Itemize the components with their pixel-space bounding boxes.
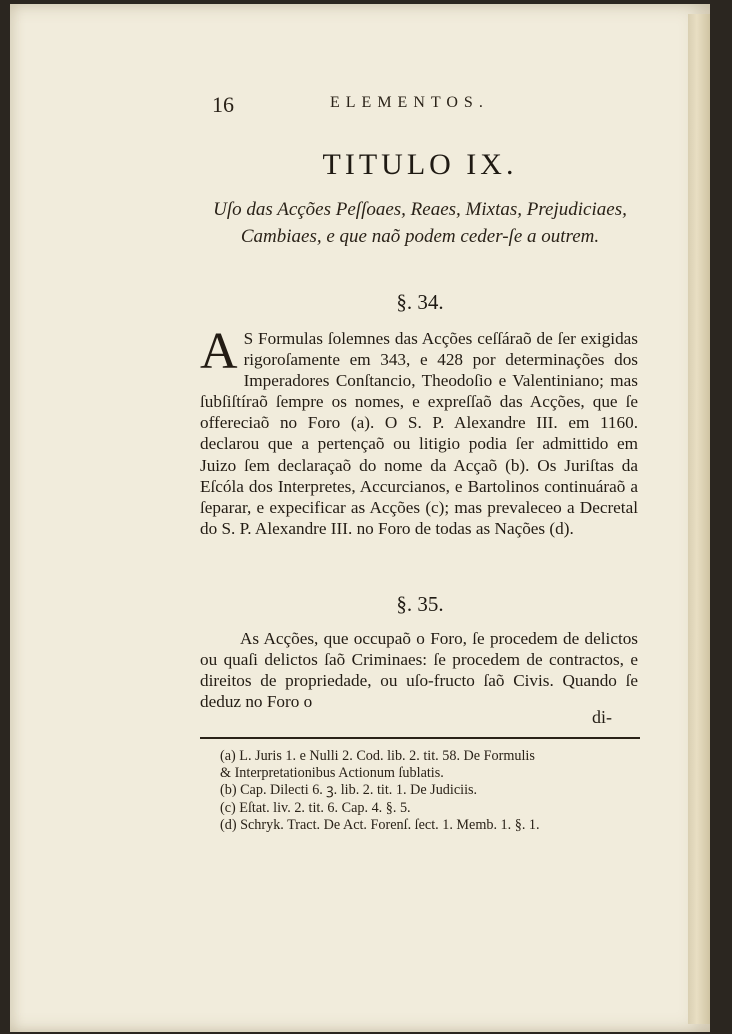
running-title: ELEMENTOS. xyxy=(330,94,489,111)
section-heading-34: §. 34. xyxy=(396,290,444,314)
footnote-b: (b) Cap. Dilecti 6. ꝫ. lib. 2. tit. 1. De Judiciis. xyxy=(220,782,478,799)
footnote-a: (a) L. Juris 1. e Nulli 2. Cod. lib. 2. tit. 58. De Formulis xyxy=(220,748,535,764)
paragraph-35-text: As Acções, que occupaõ o Foro, ſe procedem de delictos ou quaſi delictos ſaõ Criminaes: ſe procedem de contractos, e direitos de propriedade, ou uſo-fructo ſaõ Civis. Quando ſe deduz no Foro o xyxy=(200,629,638,712)
drop-cap: A xyxy=(200,323,238,380)
chapter-subtitle: Uſo das Acções Peſſoaes, Reaes, Mixtas, Prejudiciaes, Cambiaes, e que naõ podem ceder-ſe a outrem. xyxy=(213,199,627,247)
footnotes xyxy=(220,748,650,834)
page-edge xyxy=(688,14,710,1024)
footnote-rule xyxy=(200,737,640,739)
footnote-d: (d) Schryk. Tract. De Act. Forenſ. ſect. 1. Memb. 1. §. 1. xyxy=(220,816,540,833)
chapter-title: TITULO IX. xyxy=(322,148,518,181)
running-header xyxy=(200,92,620,122)
paragraph-34-text: S Formulas ſolemnes das Acções ceſſáraõ de ſer exigidas rigoroſamente em 343, e 428 por determinações dos Imperadores Conſtancio, Theodoſio e Valentiniano; mas ſubſiſtíraõ ſempre os nomes, e expreſſaõ das Acções, que ſe offereciaõ no Foro (a). O S. P. Alexandre III. em 1160. declarou que a pertençaõ ou litigio podia ſer admittido em Juizo ſem declaraçaõ do nome da Acçaõ (b). Os Juriſtas da Eſcóla dos Interpretes, Accurcianos, e Bartolinos continuáraõ a ſeparar, e expecificar as Acções (c); mas prevaleceo a Decretal do S. P. Alexandre III. no Foro de todas as Nações (d). xyxy=(200,329,638,538)
footnote-c: (c) Eſtat. liv. 2. tit. 6. Cap. 4. §. 5. xyxy=(220,799,411,816)
catchword: di- xyxy=(592,707,612,727)
footnote-a-cont: & Interpretationibus Actionum ſublatis. xyxy=(220,765,444,782)
section-heading-35: §. 35. xyxy=(396,592,444,616)
paragraph-34 xyxy=(200,323,638,539)
page-number: 16 xyxy=(212,92,234,117)
